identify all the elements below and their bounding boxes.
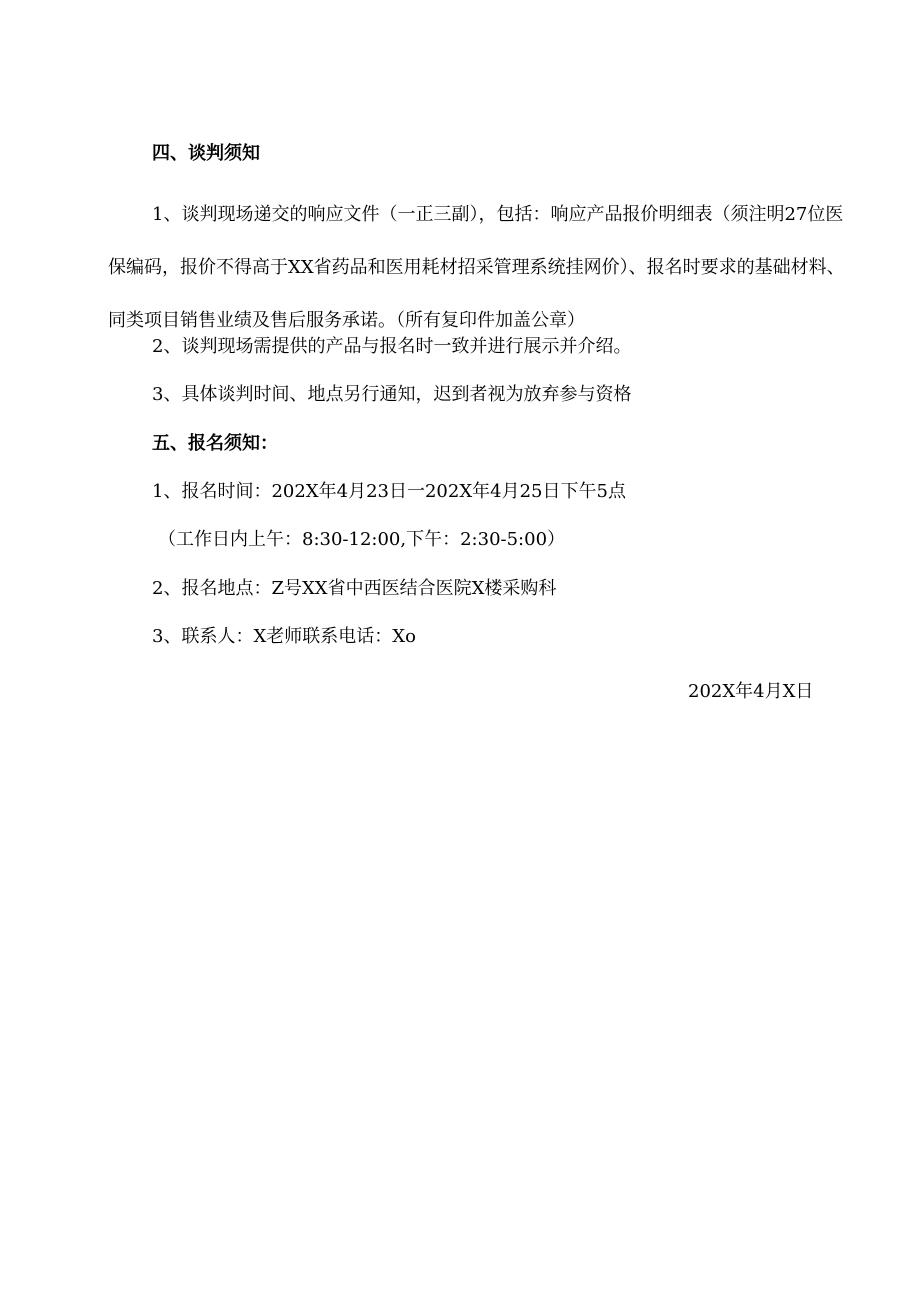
negotiation-item-3: 3、具体谈判时间、地点另行通知，迟到者视为放弃参与资格 [152, 384, 632, 405]
negotiation-item-1: 1、谈判现场递交的响应文件（一正三副），包括：响应产品报价明细表（须注明27位医保编码，报价不得高于XX省药品和医用耗材招采管理系统挂网价）、报名时要求的基础材料、同类项目销售业绩及售后服务承诺。（所有复印件加盖公章） [108, 204, 845, 331]
registration-contact: 3、联系人：X老师联系电话：Xo [152, 626, 416, 647]
section-heading-negotiation: 四、谈判须知 [152, 143, 260, 164]
section-heading-registration: 五、报名须知： [152, 433, 278, 454]
registration-working-hours: （工作日内上午：8:30-12:00,下午：2:30-5:00） [158, 529, 566, 550]
document-date: 202X年4月X日 [688, 681, 814, 702]
registration-time: 1、报名时间：202X年4月23日一202X年4月25日下午5点 [152, 481, 626, 502]
registration-location: 2、报名地点：Z号XX省中西医结合医院X楼采购科 [152, 578, 557, 599]
negotiation-item-2: 2、谈判现场需提供的产品与报名时一致并进行展示并介绍。 [152, 336, 632, 357]
